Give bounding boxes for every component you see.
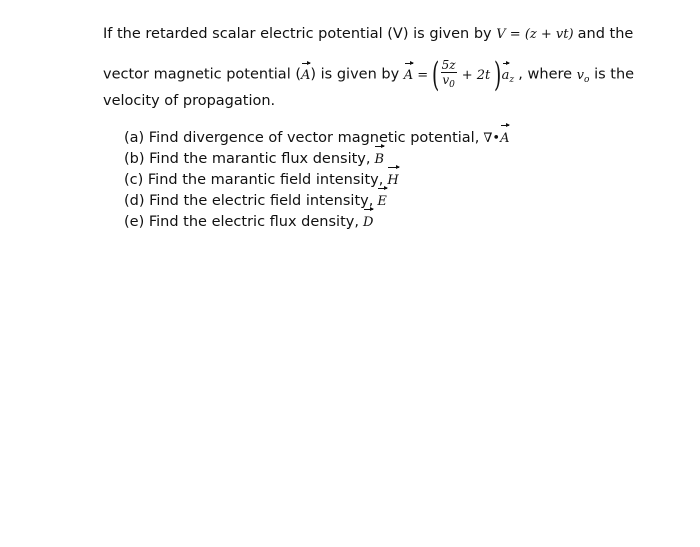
part-d-vector: E (377, 191, 387, 212)
formula-a-eq: = (413, 67, 433, 83)
part-b-formula (374, 152, 384, 167)
part-b-label: (b) Find the marantic flux density, (124, 151, 371, 167)
velocity-symbol (577, 68, 590, 83)
part-a (124, 128, 509, 149)
vector-potential-formula (403, 55, 519, 95)
formula-a-lhs: A (404, 66, 413, 86)
part-d-label: (d) Find the electric field intensity, (124, 193, 374, 209)
where-word: where (527, 66, 573, 83)
part-b (124, 149, 509, 170)
part-e-label: (e) Find the electric flux density, (124, 214, 359, 230)
intro-tail-2: is the (594, 66, 635, 83)
velocity-sub: o (584, 74, 590, 85)
part-e (124, 212, 509, 233)
question-parts-list (124, 128, 509, 233)
part-a-label: (a) Find divergence of vector magnetic potential, (124, 130, 480, 146)
intro-text-3: velocity of propagation. (103, 93, 276, 109)
unit-vector: a (502, 66, 510, 86)
part-c-vector: H (387, 170, 398, 191)
velocity-v: v (576, 67, 585, 83)
fraction-denominator (441, 73, 457, 92)
part-d (124, 191, 509, 212)
scalar-potential-formula (496, 27, 577, 42)
intro-line-1 (103, 24, 633, 45)
vector-a-symbol (301, 68, 310, 83)
den-base: v (442, 73, 450, 87)
divergence-operator: ∇• (483, 131, 501, 146)
comma: , (518, 66, 523, 83)
fraction (441, 58, 457, 92)
intro-text-2: vector magnetic potential ( (103, 66, 301, 83)
den-sub: 0 (449, 80, 455, 90)
intro-line-3 (103, 91, 275, 111)
intro-line-2 (103, 55, 635, 95)
part-c (124, 170, 509, 191)
formula-plus-term: + 2t (457, 67, 495, 83)
part-e-formula (363, 215, 373, 230)
unit-vector-sub: z (509, 74, 515, 85)
intro-tail-1: and the (577, 26, 634, 42)
part-c-formula (387, 173, 398, 188)
right-paren: ) (494, 55, 502, 95)
part-b-vector: B (374, 149, 384, 170)
divergence-formula (483, 131, 509, 146)
formula-rhs: (z + vt) (524, 27, 574, 42)
left-paren: ( (432, 55, 440, 95)
part-a-vector: A (500, 128, 509, 149)
fraction-numerator: 5z (441, 58, 456, 72)
part-e-vector: D (363, 212, 373, 233)
formula-eq: = (505, 27, 525, 42)
vector-a-letter: A (301, 66, 310, 86)
intro-text-2b: ) is given by (310, 66, 400, 83)
part-c-label: (c) Find the marantic field intensity, (124, 172, 384, 188)
intro-text-1: If the retarded scalar electric potential (V) is given by (103, 26, 492, 42)
part-d-formula (377, 194, 387, 209)
formula-v: V (496, 27, 506, 42)
